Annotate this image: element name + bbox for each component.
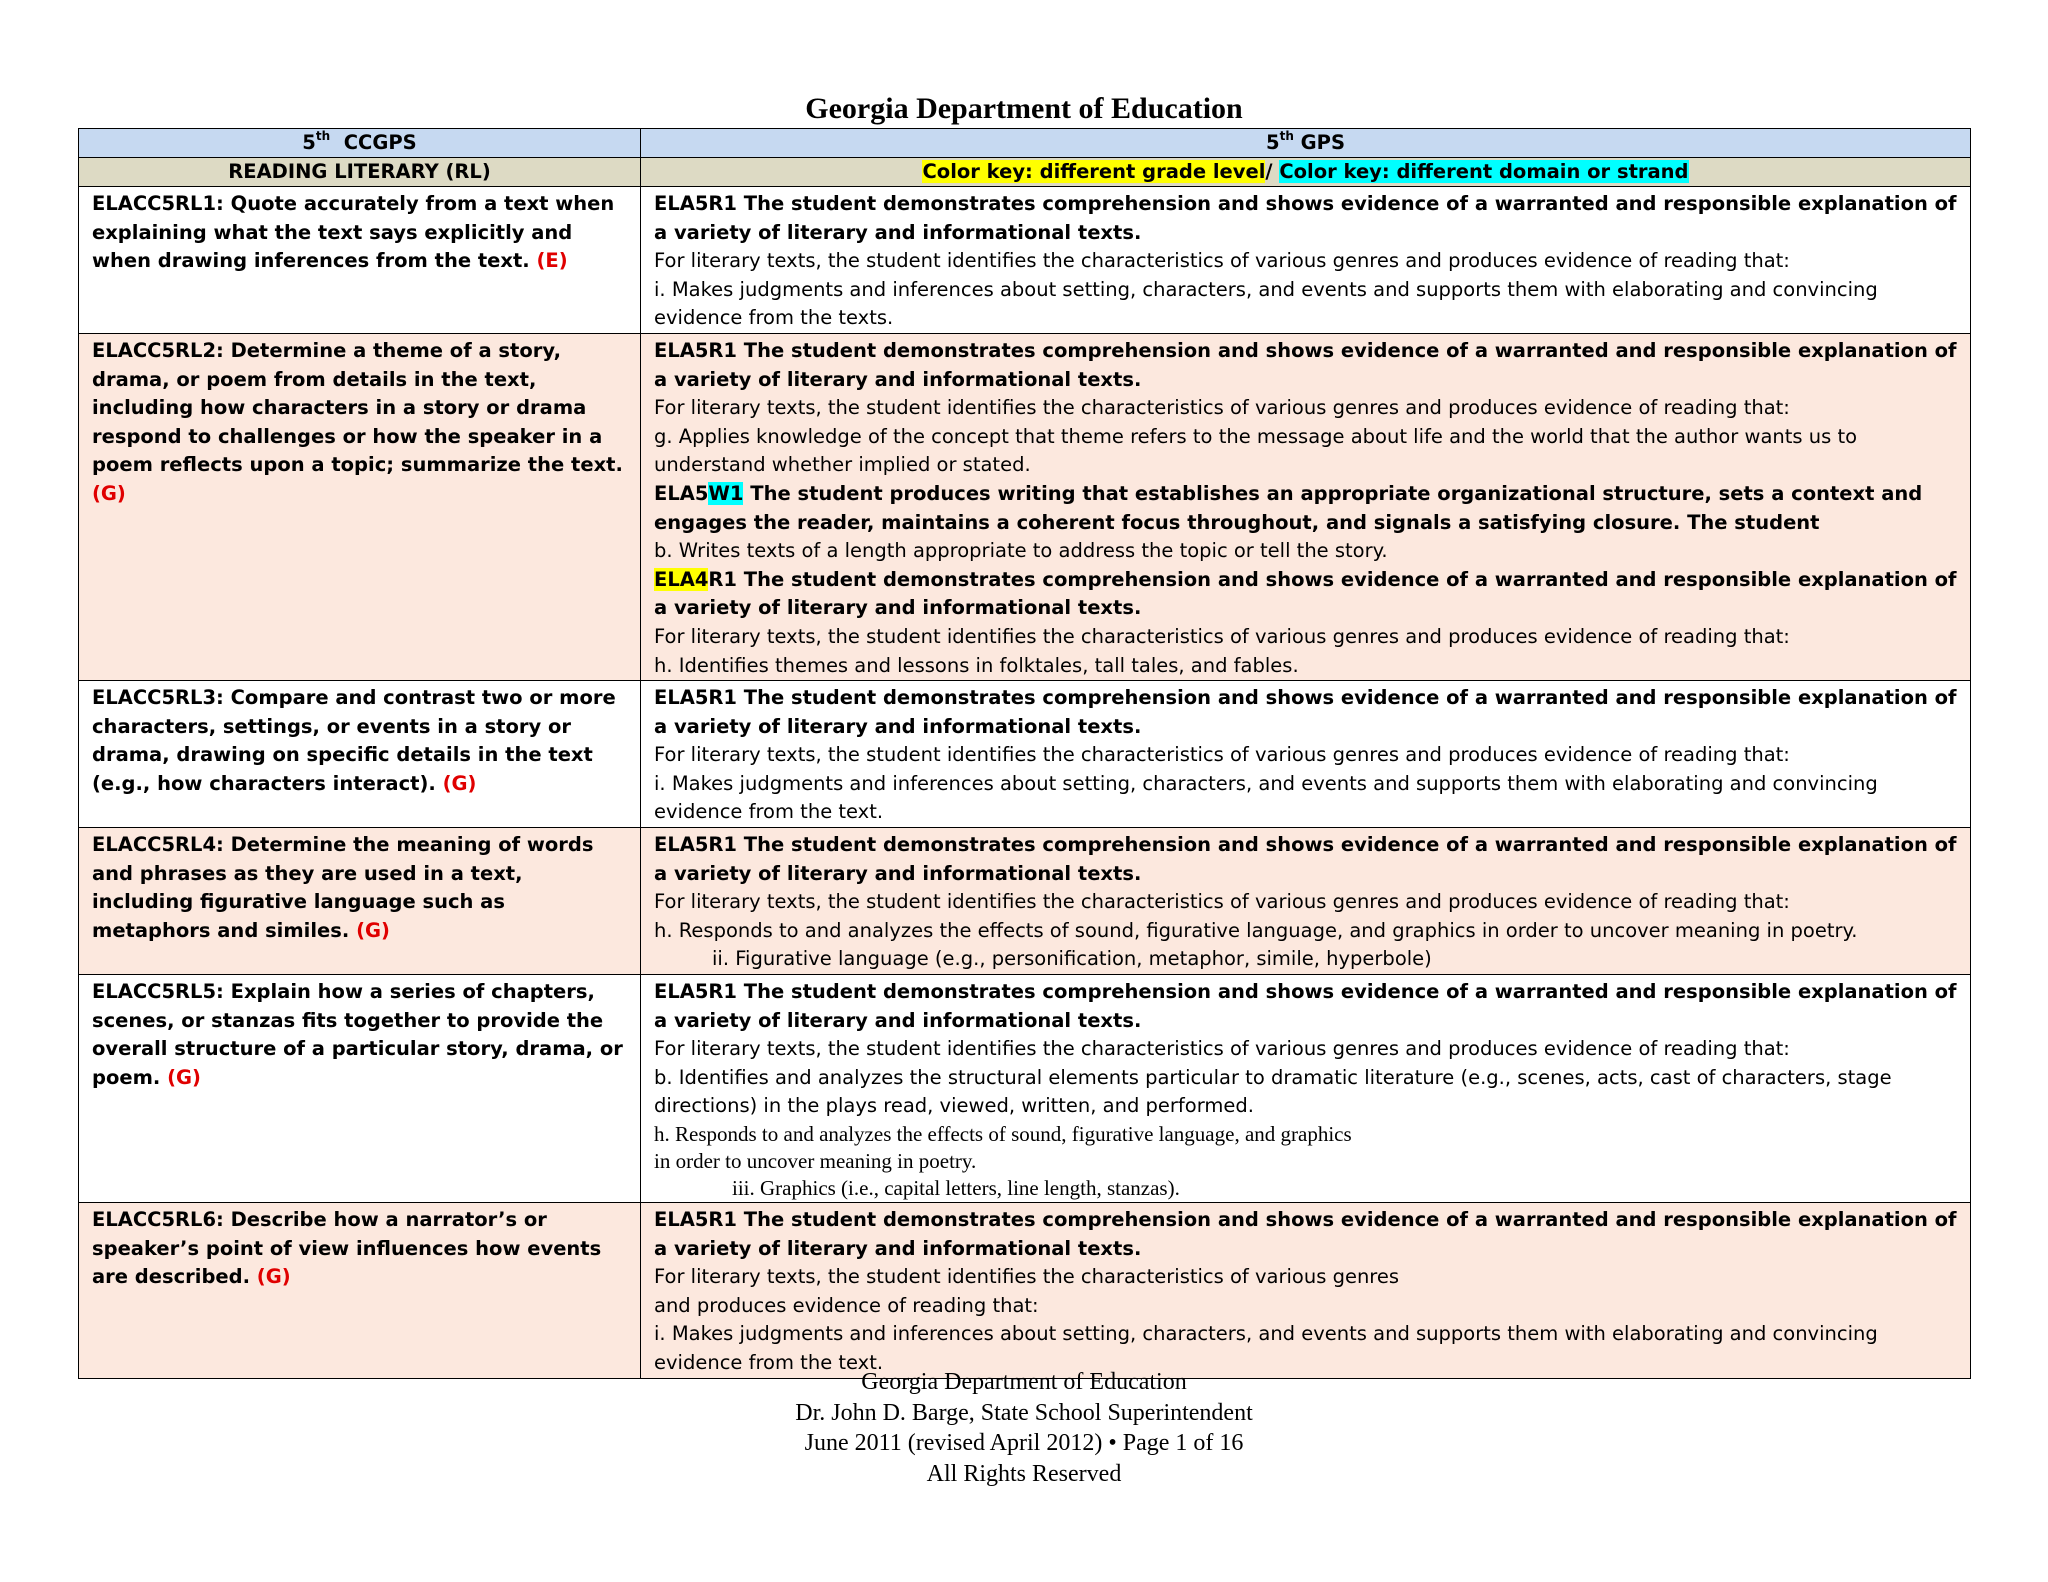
ccgps-grade: 5 — [302, 131, 316, 154]
footer-rights: All Rights Reserved — [926, 1460, 1122, 1487]
page-footer — [0, 1367, 2048, 1489]
grade4-heading-text: R1 The student demonstrates comprehension and shows evidence of a warranted and responsible explanation of a variety of literary and informational texts. — [654, 567, 1957, 620]
gps-element: i. Makes judgments and inferences about setting, characters, and events and supports them with elaborating and convincing evidence from the texts. — [654, 277, 1878, 330]
gps-sub-element: iii. Graphics (i.e., capital letters, line length, stanzas). — [732, 1176, 1180, 1200]
color-key-separator: / — [1265, 160, 1280, 183]
table-row — [79, 333, 1971, 680]
footer-superintendent: Dr. John D. Barge, State School Superintendent — [795, 1399, 1253, 1426]
ccgps-standard-cell — [79, 828, 641, 975]
color-key-grade-level: Color key: different grade level — [922, 160, 1266, 183]
ccgps-grade-suffix: th — [315, 128, 331, 143]
gps-sub-element: ii. Figurative language (e.g., personification, metaphor, simile, hyperbole) — [712, 947, 1432, 971]
standard-text: ELACC5RL2: Determine a theme of a story, drama, or poem from details in the text, including how characters in a story or drama respond to challenges or how the speaker in a poem reflects upon a topic; summarize the text. — [92, 338, 623, 477]
gps-text: For literary texts, the student identifies the characteristics of various genres and produces evidence of reading that: — [654, 396, 1790, 420]
standard-text: ELACC5RL1: Quote accurately from a text when explaining what the text says explicitly and when drawing inferences from the text. — [92, 192, 615, 273]
gps-writing-heading — [654, 480, 1957, 537]
gps-standard-heading: ELA5R1 The student demonstrates comprehension and shows evidence of a warranted and responsible explanation of a variety of literary and informational texts. — [654, 192, 1957, 244]
gps-standard-heading: ELA5R1 The student demonstrates comprehension and shows evidence of a warranted and responsible explanation of a variety of literary and informational texts. — [654, 338, 1957, 391]
color-key — [641, 158, 1971, 187]
gps-text: For literary texts, the student identifies the characteristics of various genres and produces evidence of reading that: — [654, 890, 1790, 914]
standard-tag: (G) — [256, 1265, 291, 1289]
gps-standard-heading: ELA5R1 The student demonstrates comprehension and shows evidence of a warranted and responsible explanation of a variety of literary and informational texts. — [654, 1208, 1957, 1260]
gps-standard-cell — [641, 975, 1971, 1203]
gps-element: b. Identifies and analyzes the structural elements particular to dramatic literature (e.g., scenes, acts, cast of characters, stage directions) in the plays read, viewed, written, and performed. — [654, 1065, 1892, 1118]
gps-standard-cell — [641, 1203, 1971, 1379]
standard-text: ELACC5RL3: Compare and contrast two or more characters, settings, or events in a story or drama, drawing on specific details in the text (e.g., how characters interact). — [92, 686, 616, 795]
gps-element-continued: in order to uncover meaning in poetry. — [654, 1149, 977, 1173]
gps-text: For literary texts, the student identifies the characteristics of various genres — [654, 1265, 1400, 1289]
table-row — [79, 828, 1971, 975]
gps-grade: 5 — [1266, 131, 1280, 154]
gps-grade-suffix: th — [1279, 128, 1294, 143]
standard-text: ELACC5RL6: Describe how a narrator’s or speaker’s point of view influences how events are described. — [92, 1208, 602, 1289]
standard-tag: (G) — [356, 918, 390, 942]
gps-element: h. Responds to and analyzes the effects of sound, figurative language, and graphics in order to uncover meaning in poetry. — [654, 918, 1858, 942]
table-row — [79, 1203, 1971, 1379]
ccgps-standard-cell — [79, 681, 641, 828]
gps-text: For literary texts, the student identifies the characteristics of various genres and produces evidence of reading that: — [654, 249, 1790, 273]
gps-standard-cell — [641, 187, 1971, 334]
gps-element: h. Responds to and analyzes the effects of sound, figurative language, and graphics — [654, 1122, 1352, 1146]
footer-date-page: June 2011 (revised April 2012) • Page 1 of 16 — [804, 1430, 1244, 1456]
ccgps-standard-cell — [79, 975, 641, 1203]
table-row — [79, 975, 1971, 1203]
standard-text: ELACC5RL4: Determine the meaning of words and phrases as they are used in a text, including figurative language such as metaphors and similes. — [92, 833, 594, 942]
table-row — [79, 187, 1971, 334]
gps-standard-heading: ELA5R1 The student demonstrates comprehension and shows evidence of a warranted and responsible explanation of a variety of literary and informational texts. — [654, 686, 1957, 738]
standard-tag: (E) — [536, 249, 568, 273]
standard-tag: (G) — [92, 481, 126, 505]
ccgps-standard-cell — [79, 187, 641, 334]
gps-standard-heading: ELA5R1 The student demonstrates comprehension and shows evidence of a warranted and responsible explanation of a variety of literary and informational texts. — [654, 833, 1957, 885]
gps-element: b. Writes texts of a length appropriate to address the topic or tell the story. — [654, 539, 1388, 563]
writing-code-prefix: ELA5 — [654, 481, 709, 505]
ccgps-standard-cell — [79, 1203, 641, 1379]
color-key-domain: Color key: different domain or strand — [1279, 160, 1689, 183]
strand-row — [79, 158, 1971, 187]
gps-element: h. Identifies themes and lessons in folktales, tall tales, and fables. — [654, 653, 1299, 677]
gps-label: GPS — [1300, 131, 1345, 154]
gps-column-header — [641, 129, 1971, 158]
strand-label: READING LITERARY (RL) — [79, 158, 641, 187]
standard-tag: (G) — [442, 771, 477, 795]
gps-element: i. Makes judgments and inferences about setting, characters, and events and supports them with elaborating and convincing evidence from the text. — [654, 1322, 1878, 1374]
table-row — [79, 681, 1971, 828]
standard-tag: (G) — [167, 1065, 201, 1089]
footer-organization: Georgia Department of Education — [861, 1369, 1187, 1395]
gps-grade4-heading — [654, 566, 1957, 623]
grade-header-row — [79, 129, 1971, 158]
writing-code-highlight: W1 — [708, 481, 744, 505]
gps-element: g. Applies knowledge of the concept that theme refers to the message about life and the world that the author wants us to understand whether implied or stated. — [654, 424, 1858, 477]
gps-text: For literary texts, the student identifies the characteristics of various genres and produces evidence of reading that: — [654, 1037, 1790, 1061]
page-title: Georgia Department of Education — [805, 92, 1243, 125]
gps-element: i. Makes judgments and inferences about setting, characters, and events and supports them with elaborating and convincing evidence from the text. — [654, 771, 1878, 824]
gps-standard-cell — [641, 681, 1971, 828]
ccgps-label: CCGPS — [343, 131, 417, 154]
gps-standard-heading: ELA5R1 The student demonstrates comprehension and shows evidence of a warranted and responsible explanation of a variety of literary and informational texts. — [654, 980, 1957, 1032]
standard-text: ELACC5RL5: Explain how a series of chapters, scenes, or stanzas fits together to provide the overall structure of a particular story, drama, or poem. — [92, 980, 623, 1089]
gps-text: For literary texts, the student identifies the characteristics of various genres and produces evidence of reading that: — [654, 743, 1790, 767]
ccgps-standard-cell — [79, 333, 641, 680]
standards-crosswalk-table — [78, 128, 1971, 1379]
ccgps-column-header — [79, 129, 641, 158]
gps-text: For literary texts, the student identifies the characteristics of various genres and produces evidence of reading that: — [654, 624, 1790, 648]
writing-heading-text: The student produces writing that establishes an appropriate organizational structure, sets a context and engages the reader, maintains a coherent focus throughout, and signals a satisfying closure. The student — [654, 481, 1923, 534]
grade4-code-highlight: ELA4 — [654, 567, 709, 591]
gps-standard-cell — [641, 828, 1971, 975]
gps-text-continued: and produces evidence of reading that: — [654, 1293, 1039, 1317]
gps-standard-cell — [641, 333, 1971, 680]
